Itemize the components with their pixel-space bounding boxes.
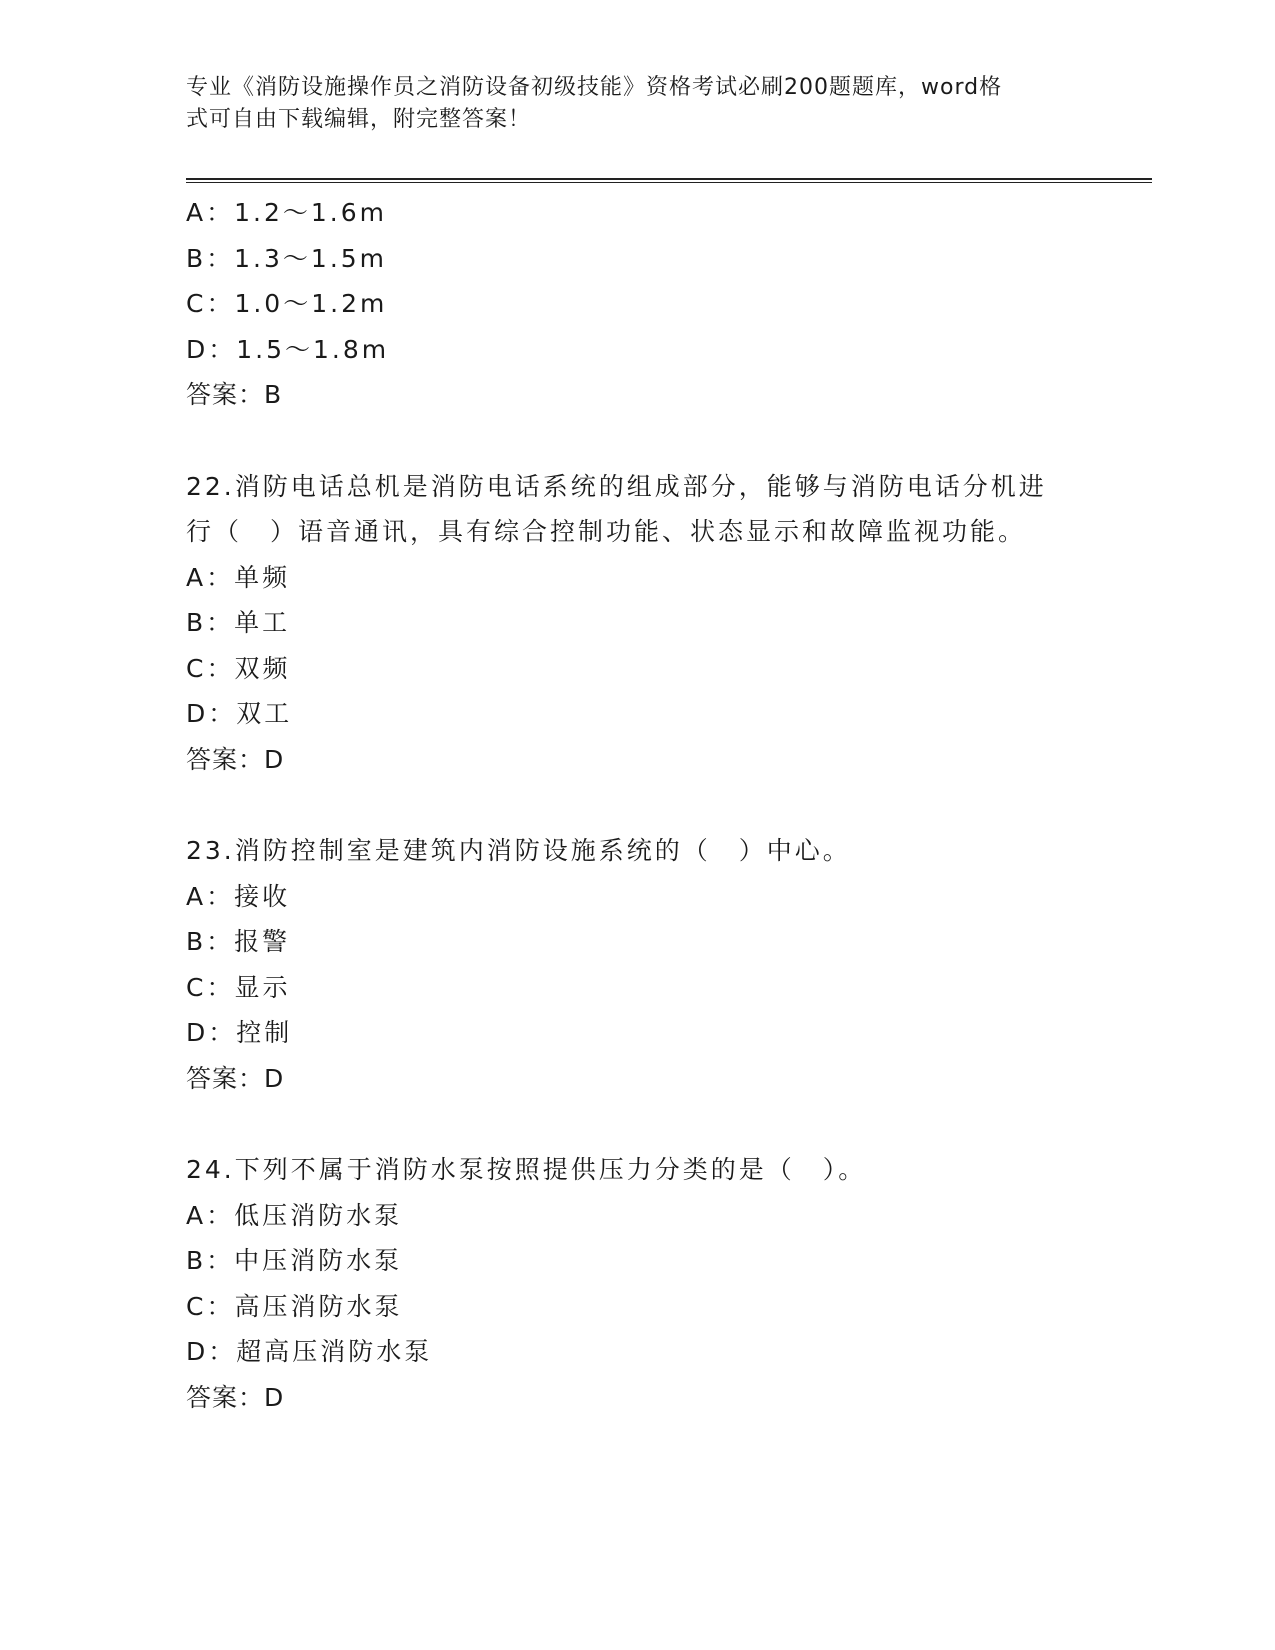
- option-d: D：控制: [186, 1018, 293, 1047]
- question-24: [186, 1147, 1152, 1420]
- question-stem: 22.消防电话总机是消防电话系统的组成部分，能够与消防电话分机进: [186, 471, 1047, 501]
- option-c: C：显示: [186, 972, 291, 1002]
- question-stem: 23.消防控制室是建筑内消防设施系统的（ ）中心。: [186, 836, 851, 865]
- header-divider: [186, 178, 1152, 183]
- option-d: D：超高压消防水泵: [186, 1337, 433, 1366]
- header-line-2: 式可自由下载编辑，附完整答案！: [186, 107, 532, 132]
- header-line-1: 专业《消防设施操作员之消防设备初级技能》资格考试必刷200题题库，word格: [186, 75, 1003, 100]
- question-23: [186, 828, 1152, 1101]
- answer: 答案：D: [186, 1063, 285, 1093]
- option-d: D：1.5～1.8m: [186, 334, 390, 364]
- question-stem-continued: 行（ ）语音通讯，具有综合控制功能、状态显示和故障监视功能。: [186, 517, 1027, 546]
- question-stem: 24.下列不属于消防水泵按照提供压力分类的是（ ）。: [186, 1155, 867, 1184]
- question-list: [186, 190, 1152, 1420]
- option-b: B：报警: [186, 927, 291, 956]
- option-c: C：1.0～1.2m: [186, 289, 388, 318]
- option-c: C：高压消防水泵: [186, 1291, 403, 1321]
- spacer: [186, 418, 1152, 464]
- option-d: D：双工: [186, 699, 293, 728]
- question-22: [186, 464, 1152, 783]
- document-header: [186, 72, 1066, 136]
- answer: 答案：D: [186, 1382, 285, 1412]
- option-a: A：1.2～1.6m: [186, 198, 387, 227]
- answer: 答案：D: [186, 744, 285, 774]
- option-a: A：接收: [186, 881, 291, 911]
- question-21: [186, 190, 1152, 418]
- option-a: A：低压消防水泵: [186, 1200, 403, 1230]
- option-c: C：双频: [186, 653, 291, 683]
- spacer: [186, 782, 1152, 828]
- option-b: B：中压消防水泵: [186, 1246, 403, 1275]
- answer: 答案：B: [186, 380, 283, 409]
- option-b: B：单工: [186, 608, 291, 637]
- spacer: [186, 1101, 1152, 1147]
- option-b: B：1.3～1.5m: [186, 243, 388, 273]
- option-a: A：单频: [186, 562, 291, 592]
